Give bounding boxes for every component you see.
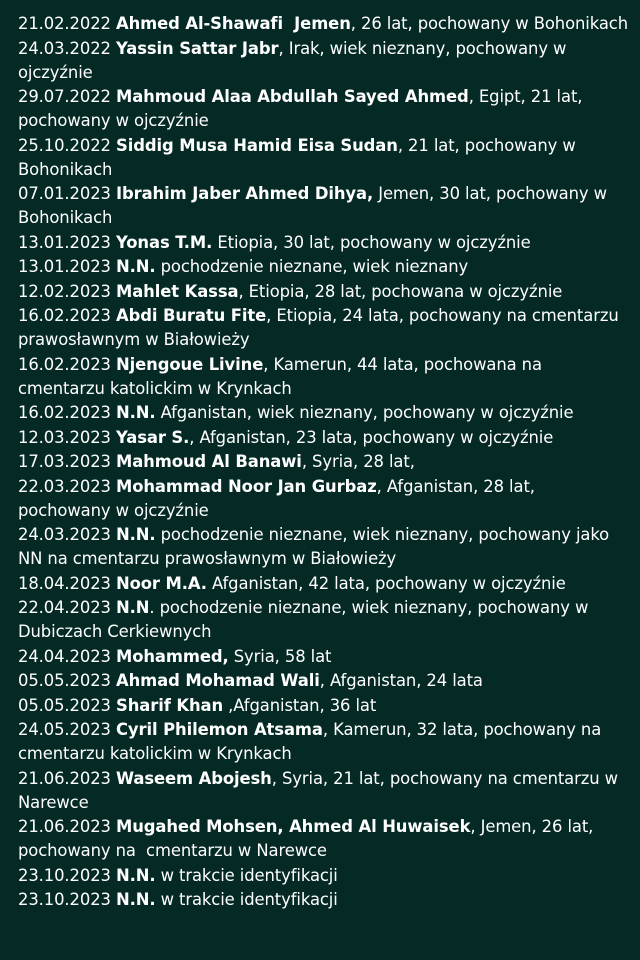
entry-name: Ibrahim Jaber Ahmed Dihya,: [115, 184, 374, 203]
entry-date: 18.04.2023: [18, 573, 111, 593]
entry-name: N.N.: [115, 525, 156, 544]
entry-details: , Afganistan, 23 lata, pochowany w ojczyźnie: [189, 427, 554, 447]
list-item: [18, 401, 630, 425]
entry-date: 24.03.2022: [18, 38, 111, 58]
entry-name: Njengoue Livine: [115, 354, 264, 374]
entry-details: , Etiopia, 24 lata, pochowany na cmentarzu prawosławnym w Białowieży: [18, 306, 624, 349]
entry-details: , 26 lat, pochowany w Bohonikach: [350, 14, 628, 33]
list-item: [18, 596, 630, 644]
list-item: [18, 669, 630, 693]
entry-date: 25.10.2022: [18, 135, 111, 155]
entry-details: , Egipt, 21 lat, pochowany w ojczyźnie: [18, 87, 588, 130]
list-item: [18, 12, 630, 36]
list-item: [18, 645, 630, 669]
entry-details: , Jemen, 26 lat, pochowany na cmentarzu w Narewce: [18, 817, 599, 860]
entry-name: N.N.: [115, 403, 156, 422]
entry-name: Yonas T.M.: [115, 232, 213, 252]
entry-details: , Syria, 28 lat,: [301, 452, 415, 471]
entry-details: Etiopia, 30 lat, pochowany w ojczyźnie: [212, 232, 531, 252]
list-item: [18, 280, 630, 304]
entry-date: 07.01.2023: [18, 184, 111, 203]
list-item: [18, 888, 630, 912]
entry-date: 22.04.2023: [18, 598, 111, 617]
entry-details: . pochodzenie nieznane, wiek nieznany, pochowany w Dubiczach Cerkiewnych: [18, 598, 594, 641]
entry-date: 05.05.2023: [18, 695, 111, 715]
entry-name: Siddig Musa Hamid Eisa Sudan: [115, 135, 398, 155]
entry-details: Syria, 58 lat: [228, 646, 332, 666]
entry-date: 24.05.2023: [18, 720, 111, 739]
list-item: [18, 231, 630, 255]
list-item: [18, 767, 630, 815]
entry-details: w trakcie identyfikacji: [155, 865, 338, 885]
list-item: [18, 864, 630, 888]
entry-date: 24.03.2023: [18, 525, 111, 544]
list-item: [18, 85, 630, 133]
victims-list: [18, 12, 630, 913]
entry-date: 17.03.2023: [18, 452, 111, 471]
entry-details: , Etiopia, 28 lat, pochowana w ojczyźnie: [238, 281, 563, 301]
list-item: [18, 134, 630, 182]
list-item: [18, 523, 630, 571]
entry-name: Noor M.A.: [115, 573, 207, 593]
list-item: [18, 304, 630, 352]
list-item: [18, 475, 630, 523]
entry-name: N.N.: [115, 257, 156, 276]
entry-name: Mahmoud Al Banawi: [115, 452, 302, 471]
entry-name: Mahmoud Alaa Abdullah Sayed Ahmed: [115, 87, 469, 106]
entry-details: Afganistan, wiek nieznany, pochowany w ojczyźnie: [155, 403, 574, 422]
entry-date: 13.01.2023: [18, 257, 111, 276]
entry-details: , 21 lat, pochowany w Bohonikach: [18, 135, 581, 179]
entry-date: 05.05.2023: [18, 671, 111, 690]
entry-date: 16.02.2023: [18, 354, 111, 374]
entry-details: , Irak, wiek nieznany, pochowany w ojczyźnie: [18, 38, 572, 82]
entry-details: , Afganistan, 28 lat, pochowany w ojczyźnie: [18, 476, 541, 520]
entry-date: 12.02.2023: [18, 281, 111, 301]
entry-name: Ahmed Al-Shawafi Jemen: [115, 14, 351, 33]
entry-date: 21.06.2023: [18, 817, 111, 836]
list-item: [18, 255, 630, 279]
entry-name: N.N: [115, 598, 150, 617]
list-item: [18, 426, 630, 450]
entry-name: Yasar S.: [115, 427, 190, 447]
entry-details: Afganistan, 42 lata, pochowany w ojczyźnie: [206, 573, 566, 593]
entry-date: 23.10.2023: [18, 865, 111, 885]
entry-date: 29.07.2022: [18, 87, 111, 106]
list-item: [18, 450, 630, 474]
entry-date: 22.03.2023: [18, 476, 111, 496]
list-item: [18, 572, 630, 596]
entry-date: 12.03.2023: [18, 427, 111, 447]
entry-name: Ahmad Mohamad Wali: [115, 671, 320, 690]
entry-name: Cyril Philemon Atsama: [115, 720, 323, 739]
entry-date: 21.02.2022: [18, 14, 111, 33]
entry-date: 13.01.2023: [18, 232, 111, 252]
entry-details: , Syria, 21 lat, pochowany na cmentarzu w Narewce: [18, 768, 624, 812]
entry-name: Mugahed Mohsen, Ahmed Al Huwaisek: [115, 817, 471, 836]
entry-details: , Kamerun, 44 lata, pochowana na cmentarzu katolickim w Krynkach: [18, 354, 548, 398]
entry-details: Jemen, 30 lat, pochowany w Bohonikach: [18, 184, 613, 227]
entry-details: w trakcie identyfikacji: [155, 890, 338, 909]
list-item: [18, 718, 630, 766]
entry-details: pochodzenie nieznane, wiek nieznany: [155, 257, 469, 276]
entry-details: pochodzenie nieznane, wiek nieznany, pochowany jako NN na cmentarzu prawosławnym w Białowieży: [18, 525, 615, 568]
entry-details: , Kamerun, 32 lata, pochowany na cmentarzu katolickim w Krynkach: [18, 720, 607, 763]
list-item: [18, 815, 630, 863]
entry-date: 24.04.2023: [18, 646, 111, 666]
entry-name: Abdi Buratu Fite: [115, 306, 267, 325]
entry-name: Sharif Khan: [115, 695, 224, 715]
list-item: [18, 182, 630, 230]
entry-name: Waseem Abojesh: [115, 768, 272, 788]
entry-name: Mohammed,: [115, 646, 229, 666]
entry-name: Mohammad Noor Jan Gurbaz: [115, 476, 377, 496]
entry-details: , Afganistan, 24 lata: [319, 671, 483, 690]
entry-date: 16.02.2023: [18, 403, 111, 422]
entry-date: 21.06.2023: [18, 768, 111, 788]
entry-details: ,Afganistan, 36 lat: [223, 695, 377, 715]
list-item: [18, 37, 630, 85]
entry-date: 23.10.2023: [18, 890, 111, 909]
entry-name: Yassin Sattar Jabr: [115, 38, 279, 58]
entry-name: N.N.: [115, 865, 156, 885]
list-item: [18, 694, 630, 718]
entry-name: N.N.: [115, 890, 156, 909]
list-item: [18, 353, 630, 401]
entry-date: 16.02.2023: [18, 306, 111, 325]
entry-name: Mahlet Kassa: [115, 281, 239, 301]
